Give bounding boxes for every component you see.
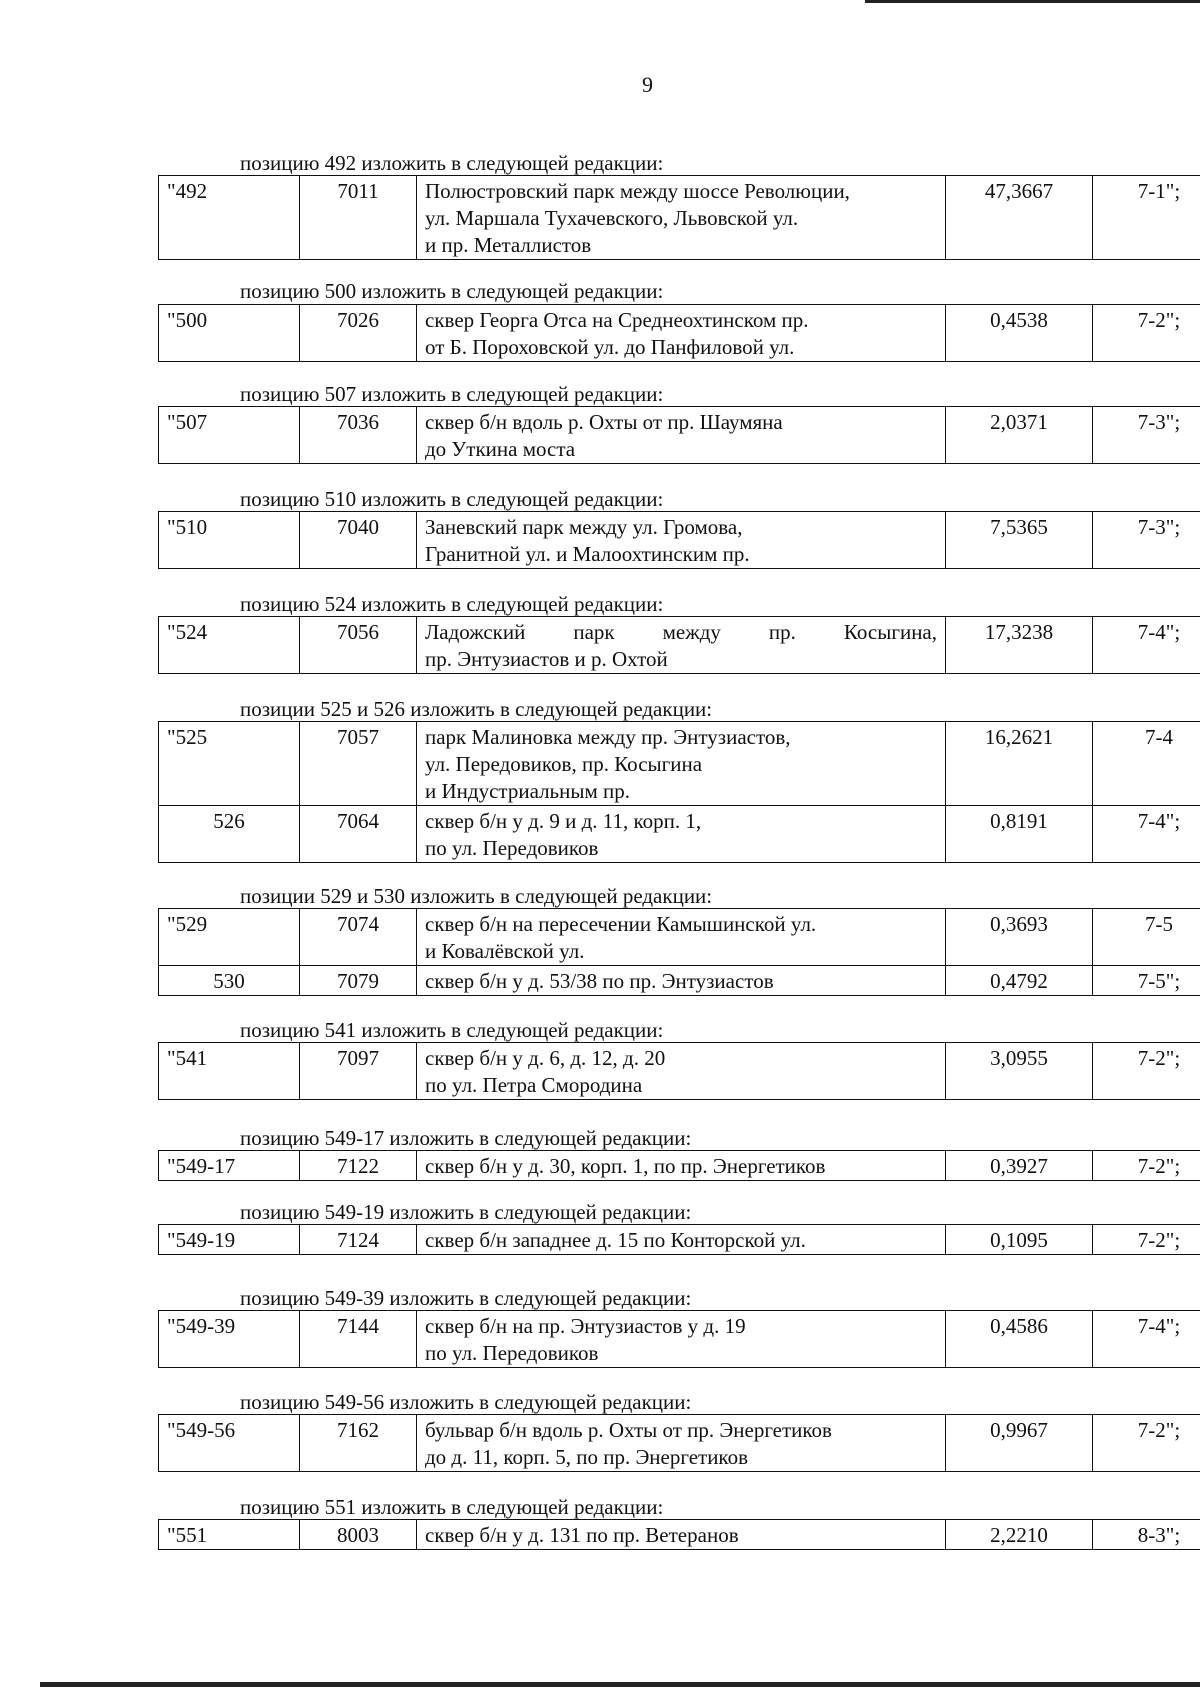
table-row [159,806,1200,863]
object-code: 8003 [300,1520,417,1550]
position-table [158,1224,1200,1255]
description-line: сквер б/н на пересечении Камышинской ул. [425,912,817,936]
description-line: сквер б/н у д. 6, д. 12, д. 20 [425,1046,666,1070]
description-line: Полюстровский парк между шоссе Революции, [425,179,850,203]
table-row [159,305,1200,362]
table-row [159,966,1200,996]
description-line: сквер Георга Отса на Среднеохтинском пр. [425,308,809,332]
position-number: "524 [159,617,300,674]
area-value: 0,4792 [946,966,1093,996]
object-description [417,512,946,569]
zone-code: 7-3"; [1093,407,1200,464]
object-code: 7036 [300,407,417,464]
description-line: сквер б/н у д. 30, корп. 1, по пр. Энергетиков [425,1154,826,1178]
object-description [417,1415,946,1472]
description-line: бульвар б/н вдоль р. Охты от пр. Энергетиков [425,1418,832,1442]
description-line: от Б. Пороховской ул. до Панфиловой ул. [425,335,795,359]
position-table [158,1042,1200,1100]
object-description [417,909,946,966]
position-number: "507 [159,407,300,464]
description-line: парк Малиновка между пр. Энтузиастов, [425,725,791,749]
description-line: и Индустриальным пр. [425,779,631,803]
object-description [417,1520,946,1550]
description-line: сквер б/н вдоль р. Охты от пр. Шаумяна [425,410,783,434]
section-heading: позиции 525 и 526 изложить в следующей редакции: [240,697,713,721]
position-number: "525 [159,722,300,806]
description-line: по ул. Передовиков [425,1341,599,1365]
object-description [417,176,946,260]
object-description [417,1225,946,1255]
position-table [158,1519,1200,1550]
zone-code: 7-4"; [1093,617,1200,674]
zone-code: 7-4"; [1093,1311,1200,1368]
table-row [159,909,1200,966]
position-table [158,908,1200,996]
position-table [158,1150,1200,1181]
area-value: 2,0371 [946,407,1093,464]
position-number: 526 [159,806,300,863]
object-code: 7011 [300,176,417,260]
object-code: 7124 [300,1225,417,1255]
position-table [158,616,1200,674]
position-number: "549-56 [159,1415,300,1472]
description-line: по ул. Петра Смородина [425,1073,643,1097]
area-value: 0,3693 [946,909,1093,966]
zone-code: 7-2"; [1093,305,1200,362]
position-number: "551 [159,1520,300,1550]
area-value: 2,2210 [946,1520,1093,1550]
area-value: 47,3667 [946,176,1093,260]
zone-code: 7-5"; [1093,966,1200,996]
object-description [417,617,946,674]
description-line: ул. Передовиков, пр. Косыгина [425,752,703,776]
area-value: 17,3238 [946,617,1093,674]
table-row [159,1225,1200,1255]
table-row [159,176,1200,260]
description-line: сквер б/н у д. 53/38 по пр. Энтузиастов [425,969,774,993]
object-description [417,305,946,362]
area-value: 0,4538 [946,305,1093,362]
section-heading: позицию 551 изложить в следующей редакции: [240,1495,664,1519]
object-code: 7144 [300,1311,417,1368]
position-number: "549-19 [159,1225,300,1255]
area-value: 0,9967 [946,1415,1093,1472]
zone-code: 7-1"; [1093,176,1200,260]
zone-code: 7-2"; [1093,1225,1200,1255]
position-number: "510 [159,512,300,569]
table-row [159,1151,1200,1181]
description-line: и Ковалёвской ул. [425,939,585,963]
object-code: 7122 [300,1151,417,1181]
table-row [159,722,1200,806]
description-line: сквер б/н у д. 9 и д. 11, корп. 1, [425,809,702,833]
position-number: "500 [159,305,300,362]
section-heading: позицию 500 изложить в следующей редакции: [240,279,664,303]
position-number: "549-39 [159,1311,300,1368]
section-heading: позицию 549-56 изложить в следующей редакции: [240,1390,692,1414]
object-description [417,966,946,996]
area-value: 0,3927 [946,1151,1093,1181]
table-row [159,1415,1200,1472]
description-line: Гранитной ул. и Малоохтинским пр. [425,542,750,566]
zone-code: 7-3"; [1093,512,1200,569]
object-code: 7074 [300,909,417,966]
object-code: 7056 [300,617,417,674]
zone-code: 7-5 [1093,909,1200,966]
zone-code: 7-2"; [1093,1043,1200,1100]
top-edge-line [865,0,1200,3]
position-table [158,511,1200,569]
description-line: Заневский парк между ул. Громова, [425,515,743,539]
position-number: "549-17 [159,1151,300,1181]
object-code: 7079 [300,966,417,996]
position-table [158,1310,1200,1368]
area-value: 3,0955 [946,1043,1093,1100]
area-value: 0,4586 [946,1311,1093,1368]
section-heading: позицию 492 изложить в следующей редакции: [240,151,664,175]
area-value: 0,8191 [946,806,1093,863]
object-description [417,1043,946,1100]
table-row [159,617,1200,674]
table-row [159,1311,1200,1368]
object-code: 7064 [300,806,417,863]
description-line: и пр. Металлистов [425,233,592,257]
description-line: до д. 11, корп. 5, по пр. Энергетиков [425,1445,748,1469]
zone-code: 7-2"; [1093,1151,1200,1181]
description-line: пр. Энтузиастов и р. Охтой [425,647,668,671]
position-number: "492 [159,176,300,260]
position-table [158,1414,1200,1472]
section-heading: позицию 549-19 изложить в следующей редакции: [240,1200,692,1224]
table-row [159,1043,1200,1100]
object-description [417,1151,946,1181]
object-code: 7162 [300,1415,417,1472]
position-table [158,175,1200,260]
bottom-edge-line [40,1682,1200,1687]
object-description [417,806,946,863]
position-table [158,406,1200,464]
description-line: сквер б/н западнее д. 15 по Конторской ул. [425,1228,806,1252]
zone-code: 7-2"; [1093,1415,1200,1472]
position-table [158,721,1200,863]
section-heading: позицию 549-17 изложить в следующей редакции: [240,1126,692,1150]
description-line: сквер б/н на пр. Энтузиастов у д. 19 [425,1314,746,1338]
zone-code: 8-3"; [1093,1520,1200,1550]
section-heading: позицию 524 изложить в следующей редакции: [240,592,664,616]
object-code: 7097 [300,1043,417,1100]
position-table [158,304,1200,362]
area-value: 7,5365 [946,512,1093,569]
area-value: 0,1095 [946,1225,1093,1255]
section-heading: позиции 529 и 530 изложить в следующей редакции: [240,884,713,908]
section-heading: позицию 510 изложить в следующей редакции: [240,487,664,511]
object-description [417,407,946,464]
position-number: "541 [159,1043,300,1100]
description-line: ул. Маршала Тухачевского, Львовской ул. [425,206,799,230]
description-line: Ладожский парк между пр. Косыгина, [425,620,937,644]
object-code: 7026 [300,305,417,362]
table-row [159,1520,1200,1550]
object-description [417,722,946,806]
description-line: по ул. Передовиков [425,836,599,860]
description-line: до Уткина моста [425,437,576,461]
table-row [159,512,1200,569]
table-row [159,407,1200,464]
object-code: 7057 [300,722,417,806]
section-heading: позицию 507 изложить в следующей редакции: [240,382,664,406]
object-description [417,1311,946,1368]
position-number: 530 [159,966,300,996]
description-line: сквер б/н у д. 131 по пр. Ветеранов [425,1523,739,1547]
object-code: 7040 [300,512,417,569]
zone-code: 7-4 [1093,722,1200,806]
area-value: 16,2621 [946,722,1093,806]
page-number: 9 [642,72,653,97]
section-heading: позицию 541 изложить в следующей редакции: [240,1018,664,1042]
zone-code: 7-4"; [1093,806,1200,863]
section-heading: позицию 549-39 изложить в следующей редакции: [240,1286,692,1310]
position-number: "529 [159,909,300,966]
